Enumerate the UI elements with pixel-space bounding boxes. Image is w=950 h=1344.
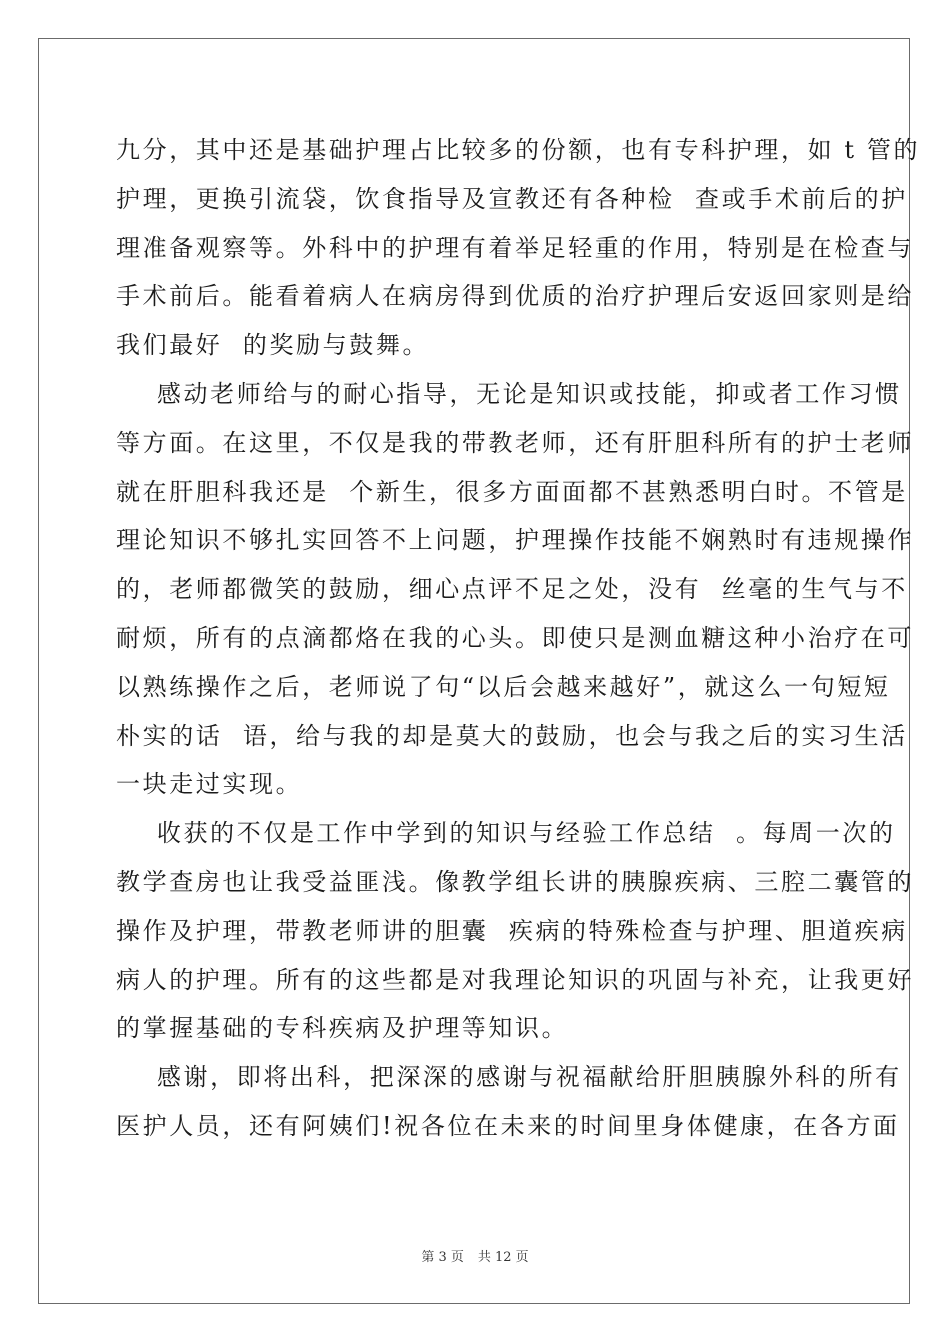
- text-line: 以熟练操作之后，老师说了句“以后会越来越好”，就这么一句短短: [116, 672, 891, 701]
- text-line: 收获的不仅是工作中学到的知识与经验工作总结 。每周一次的: [116, 819, 896, 848]
- text-line: 耐烦，所有的点滴都烙在我的心头。即使只是测血糖这种小治疗在可: [116, 623, 914, 652]
- text-line: 一块走过实现。: [116, 770, 303, 799]
- page-footer: [0, 1246, 950, 1265]
- text-line: 理论知识不够扎实回答不上问题，护理操作技能不娴熟时有违规操作: [116, 526, 914, 555]
- text-line: 理准备观察等。外科中的护理有着举足轻重的作用，特别是在检查与: [116, 233, 914, 262]
- text-line: 护理，更换引流袋，饮食指导及宣教还有各种检 查或手术前后的护: [116, 184, 908, 213]
- text-line: 手术前后。能看着病人在病房得到优质的治疗护理后安返回家则是给: [116, 282, 914, 311]
- text-line: 我们最好 的奖励与鼓舞。: [116, 331, 430, 360]
- text-line: 的掌握基础的专科疾病及护理等知识。: [116, 1014, 569, 1043]
- page-number: 第 3 页: [421, 1250, 464, 1265]
- text-line: 感动老师给与的耐心指导，无论是知识或技能，抑或者工作习惯: [116, 379, 902, 408]
- page-total: 共 12 页: [477, 1250, 529, 1265]
- text-line: 的，老师都微笑的鼓励，细心点评不足之处，没有 丝毫的生气与不: [116, 575, 908, 604]
- text-line: 九分，其中还是基础护理占比较多的份额，也有专科护理，如 t 管的: [116, 136, 921, 164]
- text-line: 教学查房也让我受益匪浅。像教学组长讲的胰腺疾病、三腔二囊管的: [116, 867, 914, 896]
- text-line: 感谢，即将出科，把深深的感谢与祝福献给肝胆胰腺外科的所有: [116, 1063, 902, 1092]
- text-line: 等方面。在这里，不仅是我的带教老师，还有肝胆科所有的护士老师: [116, 428, 914, 457]
- text-line: 就在肝胆科我还是 个新生，很多方面面都不甚熟悉明白时。不管是: [116, 477, 908, 506]
- text-line: 医护人员，还有阿姨们!祝各位在未来的时间里身体健康，在各方面: [116, 1111, 900, 1140]
- text-line: 病人的护理。所有的这些都是对我理论知识的巩固与补充，让我更好: [116, 965, 914, 994]
- text-line: 操作及护理，带教老师讲的胆囊 疾病的特殊检查与护理、胆道疾病: [116, 916, 908, 945]
- text-line: 朴实的话 语，给与我的却是莫大的鼓励，也会与我之后的实习生活: [116, 721, 908, 750]
- document-body: [116, 126, 921, 1151]
